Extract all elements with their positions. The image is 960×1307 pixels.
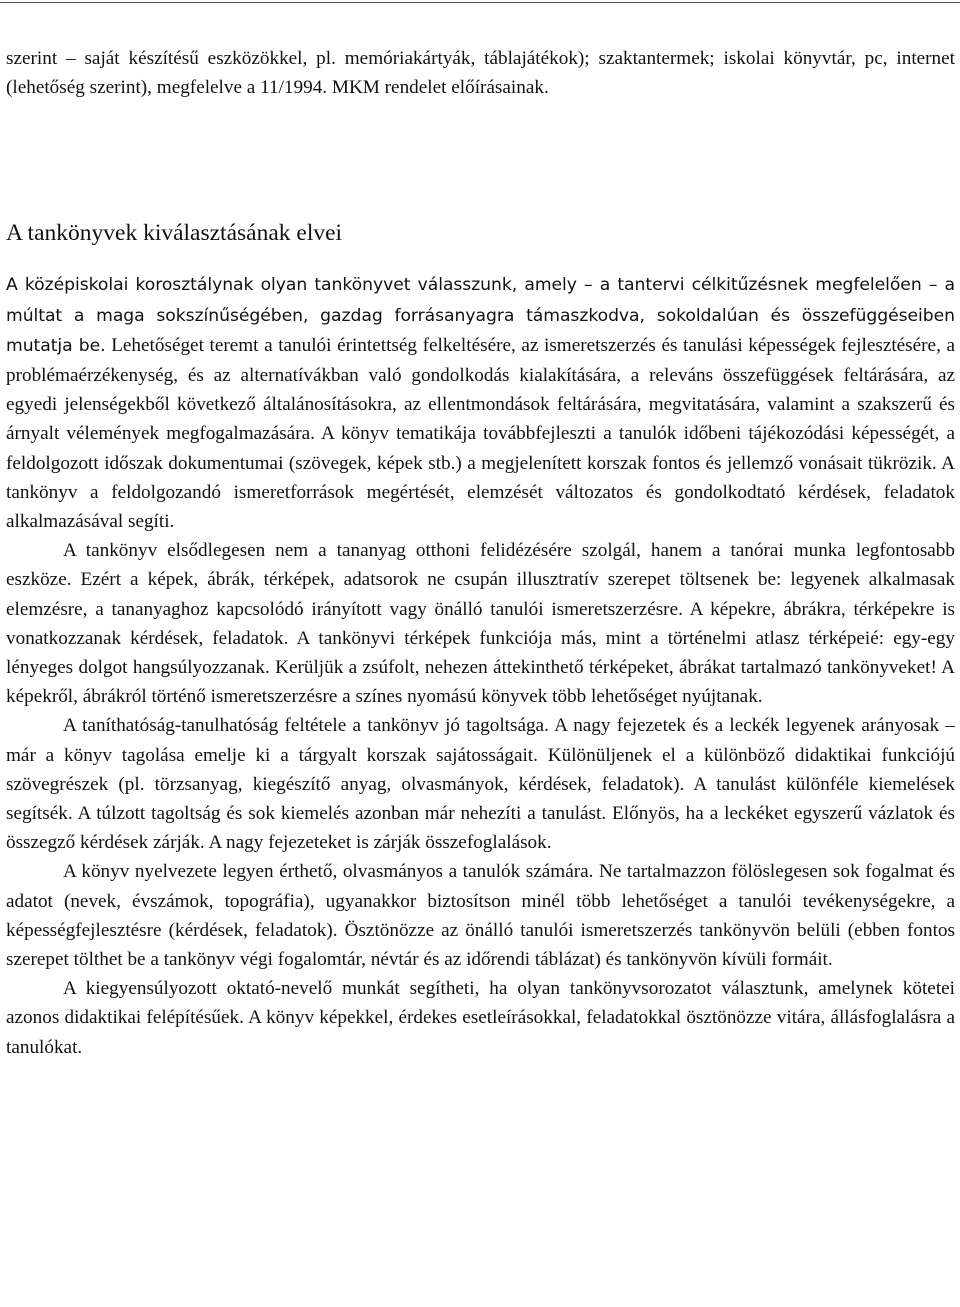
- paragraph-1: [6, 270, 955, 536]
- document-page: [6, 44, 955, 1062]
- paragraph-5: A kiegyensúlyozott oktató-nevelő munkát segítheti, ha olyan tankönyvsorozatot választunk, amelynek kötetei azonos didaktikai felépítésűek. A könyv képekkel, érdekes esetleírásokkal, feladatokkal ösztönözze vitára, állásfoglalásra a tanulókat.: [6, 978, 955, 1058]
- paragraph-4: A könyv nyelvezete legyen érthető, olvasmányos a tanulók számára. Ne tartalmazzon fölöslegesen sok fogalmat és adatot (nevek, évszámok, topográfia), ugyanakkor biztosítson minél több lehetőséget a tanulói tevékenységekre, a képességfejlesztésre (kérdések, feladatok). Ösztönözze az önálló tanulói ismeretszerzés tankönyvön belüli (ebben fontos szerepet tölthet be a tankönyv végi fogalomtár, névtár és az időrendi táblázat) és tankönyvön kívüli formáit.: [6, 861, 955, 971]
- header-rule: [0, 2, 960, 3]
- paragraph-1-serif-part: Lehetőséget teremt a tanulói érintettség felkeltésére, az ismeretszerzés és tanulási képességek fejlesztésére, a problémaérzékenység, és az alternatívákban való gondolkodás kialakítására, a releváns összefüggések feltárására, az egyedi jelenségekből következő általánosításokra, az ellentmondások feltárására, megvitatására, valamint a szakszerű és árnyalt vélemények megfogalmazására. A könyv tematikája továbbfejleszti a tanulók időbeni tájékozódási képességét, a feldolgozott időszak dokumentumai (szövegek, képek stb.) a megjelenített korszak fontos és jellemző vonásait tükrözik. A tankönyv a feldolgozandó ismeretforrások megértését, elemzését változatos és gondolkodtató kérdések, feladatok alkalmazásával segíti.: [6, 334, 955, 533]
- section-heading: A tankönyvek kiválasztásának elvei: [6, 220, 343, 247]
- paragraph-1-sans-part: A középiskolai korosztálynak olyan tankönyvet válasszunk, amely – a tantervi célkitűzésnek megfelelően – a múltat a maga sokszínűségében, gazdag forrásanyagra támaszkodva, sokoldalúan és összefüggéseiben mutatja be.: [6, 275, 955, 356]
- intro-paragraph: szerint – saját készítésű eszközökkel, pl. memóriakártyák, táblajátékok); szaktantermek; iskolai könyvtár, pc, internet (lehetőség szerint), megfelelve a 11/1994. MKM rendelet előírásainak.: [6, 48, 955, 99]
- paragraph-2: A tankönyv elsődlegesen nem a tananyag otthoni felidézésére szolgál, hanem a tanórai munka legfontosabb eszköze. Ezért a képek, ábrák, térképek, adatsorok ne csupán illusztratív szerepet töltsenek be: legyenek alkalmasak elemzésre, a tananyaghoz kapcsolódó irányított vagy önálló tanulói ismeretszerzésre. A képekre, ábrákra, térképekre is vonatkozzanak kérdések, feladatok. A tankönyvi térképek funkciója más, mint a történelmi atlasz térképeié: egy-egy lényeges dolgot hangsúlyozzanak. Kerüljük a zsúfolt, nehezen áttekinthető térképeket, ábrákat tartalmazó tankönyveket! A képekről, ábrákról történő ismeretszerzésre a színes nyomású könyvek több lehetőséget nyújtanak.: [6, 540, 955, 708]
- paragraph-3: A taníthatóság-tanulhatóság feltétele a tankönyv jó tagoltsága. A nagy fejezetek és a leckék legyenek arányosak – már a könyv tagolása emelje ki a tárgyalt korszak sajátosságait. Különüljenek el a különböző didaktikai funkciójú szövegrészek (pl. törzsanyag, kiegészítő anyag, olvasmányok, kérdések, feladatok). A tanulást különféle kiemelések segítsék. A túlzott tagoltság és sok kiemelés azonban már nehezíti a tanulást. Előnyös, ha a leckéket egyszerű vázlatok és összegző kérdések zárják. A nagy fejezeteket is zárják összefoglalások.: [6, 715, 955, 854]
